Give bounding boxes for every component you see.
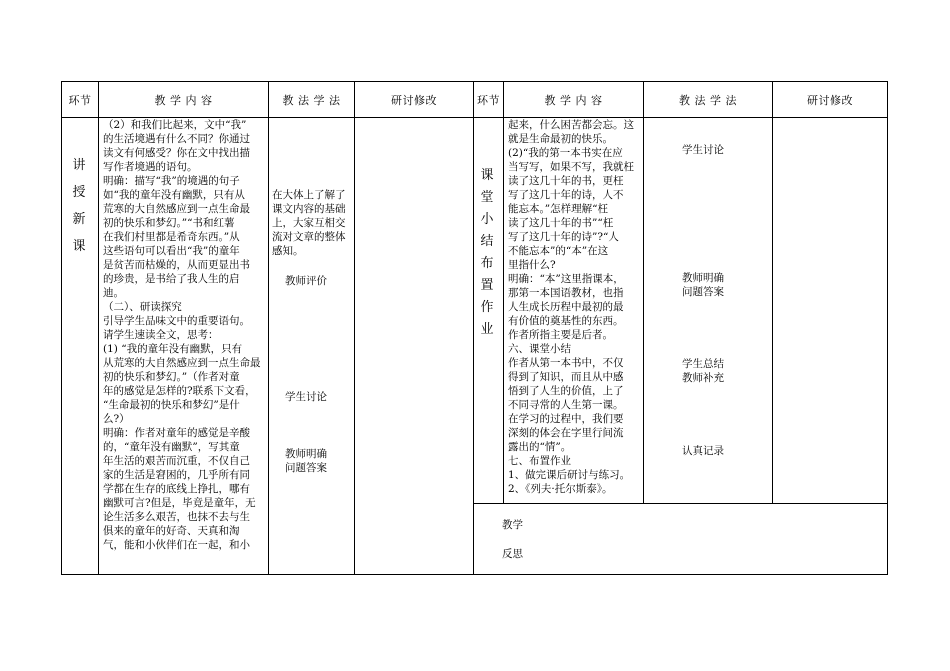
table-border-bottom: [61, 574, 888, 575]
method-note-teacher-evaluation: 教师评价: [285, 275, 327, 287]
section-label-summary-homework: 课 堂 小 结 布 置 作 业: [480, 168, 494, 337]
header-stage-right: 环节: [477, 94, 500, 107]
lecture-content: （2）和我们比起来，文中“我” 的生活境遇有什么不同？你通过 读文有何感受？你在文中找出描 写作者境遇的语句。 明确：描写“我”的境遇的句子 如“我的童年没有幽默，只有从 荒寒的大自然感应到一点生命最 初的快乐和梦幻。”“书和红薯 在我们村里都是希奇东西。”从 这些语句可以看出“我”的童年 是贫苦而枯燥的，从而更显出书 的珍贵，是书给了我人生的启 迪。 （二）、研读探究 引导学生品味文中的重要语句。 请学生速读全文，思考： (1) “我的童年没有幽默，只有 从荒寒的大自然感应到一点生命最 初的快乐和梦幻。”（作者对童 年的感觉是怎样的?联系下文看， “生命最初的快乐和梦幻”是什 么?） 明确：作者对童年的感觉是辛酸 的，“童年没有幽默”，写其童 年生活的艰苦而沉重，不仅自己 家的生活是窘困的，几乎所有同 学都在生存的底线上挣扎，哪有 幽默可言?但是，毕竟是童年，无 论生活多么艰苦，也抹不去与生 俱来的童年的好奇、天真和淘 气，能和小伙伴们在一起，和小: [103, 119, 261, 551]
method-note-record-right: 认真记录: [682, 445, 724, 457]
summary-content: 起来，什么困苦都会忘。这 就是生命最初的快乐。 (2)“我的第一本书实在应 当写写，如果不写，我就枉 读了这几十年的书，更枉 写了这几十年的诗，人不 能忘本。”怎样理解“枉 读了这几十年的书”“枉 写了这几十年的诗”?“人 不能忘本”的“本”在这 里指什么? 明确：“本”这里指课本， 那第一本国语教材，也指 人生成长历程中最初的最 有价值的奠基性的东西。 作者所指主要是后者。 六、课堂小结 作者从第一本书中，不仅 得到了知识，而且从中感 悟到了人生的价值，上了 不同寻常的人生第一课。 在学习的过程中，我们要 深刻的体会在字里行间流 露出的“情”。 七、布置作业 1、做完课后研讨与练习。 2、《列夫·托尔斯泰》。: [508, 119, 634, 495]
header-method-right: 教 法 学 法: [679, 94, 737, 107]
table-border-left: [61, 81, 62, 575]
table-border-right: [887, 81, 888, 575]
section-label-lecture: 讲 授 新 课: [72, 158, 86, 254]
col-divider-6: [643, 81, 644, 504]
header-method-left: 教 法 学 法: [282, 94, 341, 107]
col-divider-1: [98, 81, 99, 575]
header-revision-left: 研讨修改: [391, 94, 437, 107]
method-note-discussion-right: 学生讨论: [682, 144, 724, 156]
col-divider-7: [772, 81, 773, 504]
col-divider-3: [354, 81, 355, 575]
col-divider-5: [503, 81, 504, 504]
reflection-row-divider: [473, 503, 888, 504]
reflection-label-bottom: 反思: [502, 548, 523, 560]
header-content-right: 教 学 内 容: [544, 94, 603, 107]
header-stage-left: 环节: [68, 94, 92, 107]
method-note-clarify-right: 教师明确 问题答案: [682, 272, 724, 298]
method-note-summary-right: 学生总结 教师补充: [682, 358, 724, 384]
reflection-label-top: 教学: [502, 519, 523, 531]
header-content-left: 教 学 内 容: [154, 94, 213, 107]
col-divider-2: [268, 81, 269, 575]
col-divider-4: [473, 81, 474, 575]
method-note-student-discussion: 学生讨论: [285, 391, 327, 403]
method-note-teacher-clarify: 教师明确 问题答案: [285, 448, 327, 474]
method-note-overview: 在大体上了解了 课文内容的基础 上，大家互相交 流对文章的整体 感知。: [272, 189, 346, 257]
header-revision-right: 研讨修改: [807, 94, 853, 107]
